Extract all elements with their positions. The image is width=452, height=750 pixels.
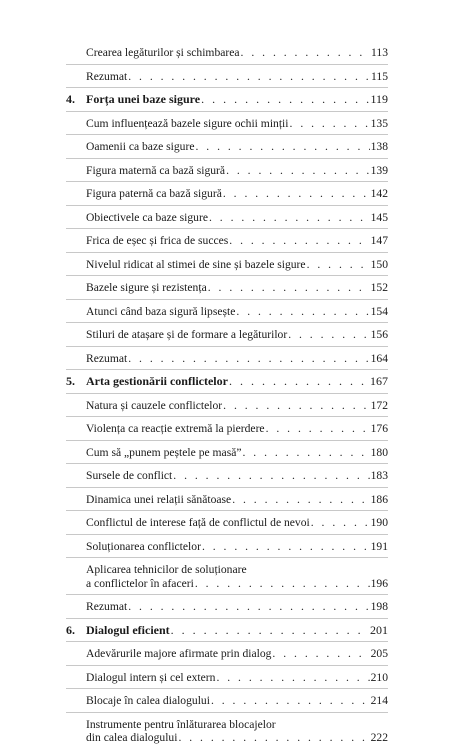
toc-entry-page: 196 (370, 576, 388, 590)
leader-dots (171, 624, 369, 638)
leader-dots (311, 516, 370, 530)
toc-entry (66, 671, 388, 690)
leader-dots (173, 469, 369, 483)
leader-dots (201, 93, 369, 107)
toc-entry (66, 211, 388, 230)
chapter-number: 6. (66, 622, 75, 637)
chapter-number: 5. (66, 374, 75, 388)
toc-entry-page: 176 (370, 422, 388, 435)
toc-entry (66, 516, 388, 535)
leader-dots (178, 731, 369, 745)
toc-entry-page: 154 (370, 304, 388, 318)
toc-chapter (66, 624, 388, 643)
toc-entry (66, 258, 388, 277)
toc-chapter (66, 375, 388, 394)
toc-entry-title: Frica de eșec și frica de succes (86, 234, 229, 247)
toc-entry (66, 281, 388, 300)
toc-entry-title: Soluționarea conflictelor (86, 539, 201, 553)
chapter-number: 4. (66, 92, 75, 106)
toc-entry-title: Bazele sigure și rezistența (86, 281, 207, 294)
chapter-title: Forța unei baze sigure (86, 92, 201, 106)
leader-dots (216, 671, 369, 685)
toc-entry-page: 152 (370, 281, 388, 294)
toc-entry-page: 214 (370, 694, 388, 707)
toc-entry (66, 600, 388, 619)
toc-entry-title: Cum să „punem peștele pe masă” (86, 445, 242, 459)
toc-entry-page: 186 (370, 492, 388, 506)
toc-entry-title: Rezumat (86, 351, 128, 365)
toc-entry (66, 694, 388, 713)
toc-entry-title-line1: Instrumente pentru înlăturarea blocajelor (86, 717, 276, 731)
toc-entry (66, 117, 388, 136)
toc-entry-title: Figura paternă ca bază sigură (86, 187, 222, 200)
toc-entry-page: 145 (370, 210, 388, 224)
toc-entry (66, 328, 388, 347)
leader-dots (128, 70, 370, 84)
leader-dots (290, 117, 370, 131)
toc-entry-page: 191 (370, 539, 388, 553)
toc-entry-title: Conflictul de interese față de conflictul de nevoi (86, 516, 310, 529)
toc-chapter (66, 93, 388, 112)
toc-entry-multiline (66, 718, 388, 745)
toc-entry-title: Atunci când baza sigură lipsește (86, 304, 236, 318)
toc-entry-page: 135 (370, 116, 388, 130)
leader-dots (195, 140, 369, 154)
leader-dots (202, 540, 370, 554)
leader-dots (243, 446, 370, 460)
toc-entry-title: Stiluri de atașare și de formare a legăturilor (86, 328, 288, 341)
toc-entry-page: 183 (370, 469, 388, 482)
toc-entry-page: 180 (370, 445, 388, 459)
toc-entry (66, 469, 388, 488)
toc-entry (66, 446, 388, 465)
leader-dots (211, 694, 370, 708)
toc-entry-title-line2: a conflictelor în afaceri (86, 576, 194, 590)
leader-dots (195, 577, 370, 591)
toc-entry-title: Figura maternă ca bază sigură (86, 163, 226, 177)
toc-entry (66, 493, 388, 512)
chapter-page: 167 (370, 374, 388, 388)
leader-dots (229, 234, 369, 248)
table-of-contents (66, 46, 388, 750)
toc-entry-title: Sursele de conflict (86, 469, 173, 482)
toc-entry-page: 139 (370, 163, 388, 177)
toc-entry (66, 234, 388, 253)
toc-entry (66, 422, 388, 441)
leader-dots (232, 493, 369, 507)
toc-entry (66, 647, 388, 666)
toc-entry-page: 198 (370, 600, 388, 613)
leader-dots (229, 375, 369, 389)
toc-entry (66, 70, 388, 89)
toc-entry-title: Violența ca reacție extremă la pierdere (86, 422, 265, 435)
leader-dots (266, 422, 370, 436)
leader-dots (128, 600, 369, 614)
toc-entry-page: 222 (370, 731, 388, 744)
toc-entry-line2 (86, 731, 388, 745)
toc-entry-title: Adevărurile majore afirmate prin dialog (86, 647, 272, 660)
toc-entry-page: 172 (370, 398, 388, 412)
toc-entry-title-line2: din calea dialogului (86, 731, 178, 744)
toc-entry-line2 (86, 577, 388, 591)
toc-entry-page: 142 (370, 187, 388, 200)
toc-entry-title: Rezumat (86, 600, 128, 613)
leader-dots (272, 647, 369, 661)
chapter-title: Arta gestionării conflictelor (86, 374, 228, 388)
chapter-title: Dialogul eficient (86, 622, 170, 637)
leader-dots (209, 211, 370, 225)
toc-entry-title: Cum influențează bazele sigure ochii minții (86, 116, 289, 130)
toc-entry-title: Natura și cauzele conflictelor (86, 398, 223, 412)
toc-entry (66, 140, 388, 159)
toc-entry-title: Dialogul intern și cel extern (86, 670, 216, 684)
toc-entry-title: Crearea legăturilor și schimbarea (86, 46, 240, 59)
toc-entry-page: 156 (370, 328, 388, 341)
leader-dots (208, 281, 370, 295)
leader-dots (236, 305, 369, 319)
leader-dots (223, 399, 369, 413)
toc-entry-page: 164 (370, 351, 388, 365)
leader-dots (226, 164, 370, 178)
leader-dots (288, 328, 369, 342)
toc-entry-page: 210 (370, 670, 388, 684)
toc-entry-page: 150 (370, 257, 388, 271)
leader-dots (241, 46, 370, 60)
leader-dots (128, 352, 369, 366)
toc-entry (66, 187, 388, 206)
leader-dots (307, 258, 370, 272)
toc-entry-title: Rezumat (86, 69, 128, 83)
leader-dots (223, 187, 370, 201)
toc-entry (66, 305, 388, 324)
toc-entry-title: Nivelul ridicat al stimei de sine și bazele sigure (86, 257, 306, 271)
toc-entry-title: Oamenii ca baze sigure (86, 140, 195, 153)
toc-entry-page: 205 (370, 647, 388, 660)
toc-entry (66, 399, 388, 418)
toc-entry-page: 115 (371, 69, 388, 83)
toc-entry (66, 352, 388, 371)
toc-entry (66, 46, 388, 65)
chapter-page: 119 (370, 92, 388, 106)
toc-entry-page: 190 (370, 516, 388, 529)
toc-entry-multiline (66, 563, 388, 595)
toc-entry-page: 138 (370, 140, 388, 153)
toc-entry-title-line1: Aplicarea tehnicilor de soluționare (86, 563, 247, 576)
toc-entry-page: 147 (370, 234, 388, 247)
toc-entry-title: Obiectivele ca baze sigure (86, 210, 208, 224)
toc-entry (66, 164, 388, 183)
toc-entry (66, 540, 388, 559)
toc-entry-page: 113 (371, 46, 388, 59)
toc-entry-title: Dinamica unei relații sănătoase (86, 492, 232, 506)
chapter-page: 201 (370, 622, 388, 637)
toc-entry-title: Blocaje în calea dialogului (86, 694, 210, 707)
